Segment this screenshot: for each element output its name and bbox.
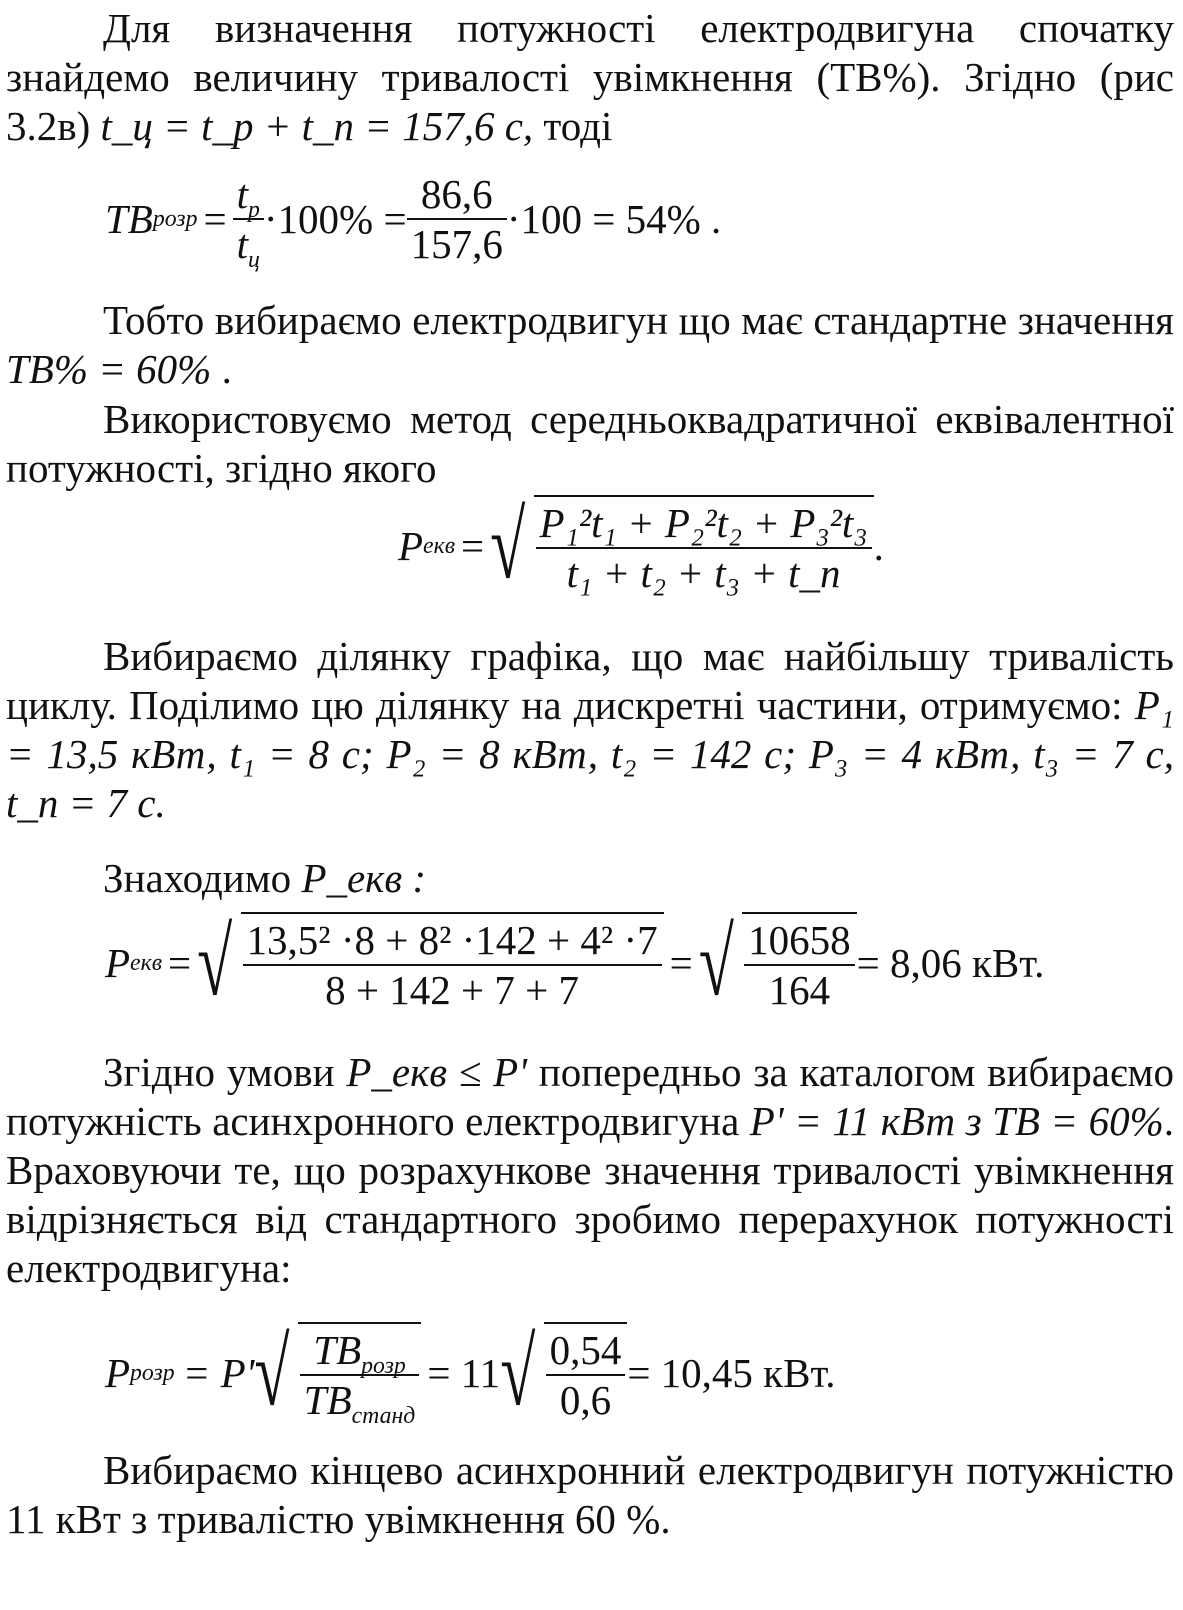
- formula-peq-numeric: P екв = √ $\frac{\text{13,5² ·8 + 8² ·142 + 4² ·7}}{8 + 142 + 7 + 7}$ = √ $\frac{10658}{164}$ = 8,06 кВт.: [105, 909, 1045, 1016]
- peq-result: = 8,06 кВт.: [856, 940, 1045, 986]
- formula-tv: ТВ розр = $\frac{t_р}{t_ц}$ ·100% = $\frac{86,6}{157,6}$ ·100 = 54% .: [105, 171, 722, 274]
- discrete-values: P₁ = 13,5 кВт, t₁ = 8 с; P₂ = 8 кВт, t₂ = 142 с; P₃ = 4 кВт, t₃ = 7 с, t_п = 7 с.: [6, 682, 1174, 826]
- formula-peq-general: P екв = √ $\frac{\text{P₁²t₁ + P₂²t₂ + P₃²t₃}}{\text{t₁ + t₂ + t₃ + t\_п}}$ .: [398, 492, 884, 599]
- prozr-result: = 10,45 кВт.: [627, 1350, 836, 1396]
- paragraph-7: Вибираємо кінцево асинхронний електродвигун потужністю 11 кВт з тривалістю увімкнення 60 %.: [6, 1447, 1174, 1542]
- cycle-time-equation: t_ц = t_р + t_п = 157,6 с,: [100, 103, 534, 149]
- paragraph-1: [6, 4, 1174, 151]
- paragraph-5: Знаходимо P_екв :: [103, 855, 427, 901]
- paragraph-4: Вибираємо ділянку графіка, що має найбільшу тривалість циклу. Поділимо цю ділянку на дискретні частини, отримуємо: P₁ = 13,5 кВт, t₁ = 8 с; P₂ = 8 кВт, t₂ = 142 с; P₃ = 4 кВт, t₃ = 7 с, t_п = 7 с.: [6, 633, 1174, 826]
- tv-symbol: ТВ: [105, 196, 153, 242]
- tv-fraction-2: $\frac{86,6}{157,6}$: [407, 170, 507, 268]
- paragraph-2: Тобто вибираємо електродвигун що має стандартне значення ТВ% = 60% .: [6, 297, 1174, 392]
- formula-prozr: P розр = P' √ $\frac{ТВ_{розр}}{ТВ_{станд}}$ = 11 √ $\frac{0,54}{0,6}$ = 10,45 кВт.: [105, 1319, 836, 1430]
- paragraph-3: Використовуємо метод середньоквадратичної еквівалентної потужності, згідно якого: [6, 396, 1174, 491]
- paragraph-1-end: тоді: [543, 103, 613, 149]
- sqrt-sign: √ $\frac{\text{P₁²t₁ + P₂²t₂ + P₃²t₃}}{\text{t₁ + t₂ + t₃ + t\_п}}$: [490, 495, 873, 597]
- tv-fraction-1: $\frac{t_р}{t_ц}$: [233, 170, 264, 268]
- paragraph-6: Згідно умови P_екв ≤ P' попередньо за каталогом вибираємо потужність асинхронного електродвигуна P' = 11 кВт з ТВ = 60%. Враховуючи те, що розрахункове значення тривалості увімкнення відрізняється від стандартного зробимо перерахунок потужності електродвигуна:: [6, 1049, 1174, 1291]
- tv-mid: ·100% =: [263, 196, 407, 242]
- tv-result: ·100 = 54% .: [506, 196, 722, 242]
- paragraph-1-text: Для визначення потужності електродвигуна спочатку знайдемо величину тривалості увімкнення (ТВ%). Згідно (рис 3.2в): [6, 5, 1174, 149]
- tv-standard-value: ТВ% = 60%: [6, 346, 212, 392]
